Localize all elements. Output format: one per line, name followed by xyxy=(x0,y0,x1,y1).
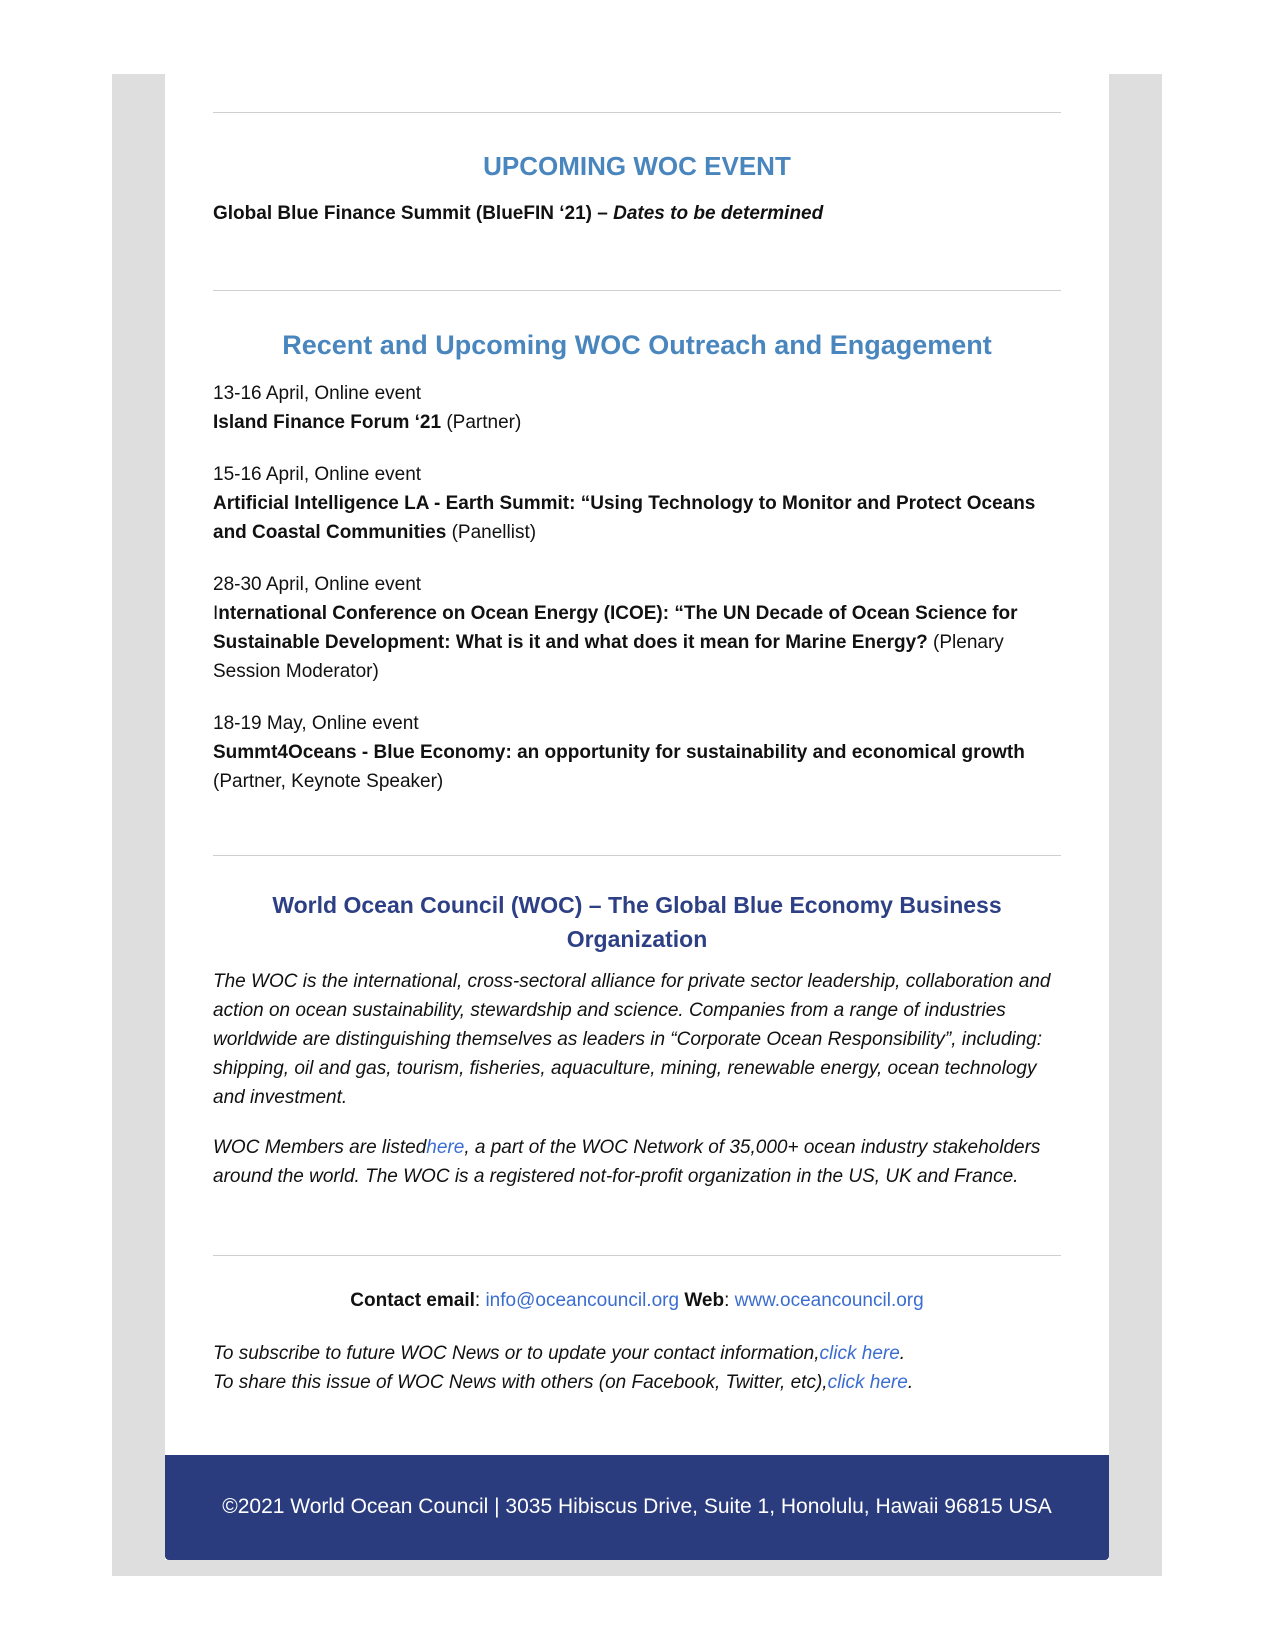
outreach-event-3 xyxy=(213,570,1061,686)
event-details xyxy=(213,599,1061,686)
event-role: (Panellist) xyxy=(446,522,537,543)
web-label: Web xyxy=(684,1290,725,1311)
about-heading: World Ocean Council (WOC) – The Global Blue Economy Business Organization xyxy=(272,892,1002,952)
upcoming-event-dates: Dates to be determined xyxy=(613,203,824,224)
event-details xyxy=(213,489,1061,547)
upcoming-event-name: Global Blue Finance Summit (BlueFIN ‘21) – xyxy=(213,203,608,224)
outreach-event-2 xyxy=(213,460,1061,547)
section-divider xyxy=(213,855,1061,856)
section-divider xyxy=(213,290,1061,291)
members-link[interactable]: here xyxy=(426,1137,465,1158)
contact-email-label: Contact email xyxy=(350,1290,475,1311)
event-title-prefix: I xyxy=(213,603,219,624)
event-role: (Partner, Keynote Speaker) xyxy=(213,771,444,792)
members-text-after: , a part of the WOC Network of 35,000+ ocean industry stakeholders around the world. The WOC is a registered not-for-profit organization in the US, UK and France. xyxy=(213,1137,1041,1187)
share-link[interactable]: click here xyxy=(827,1372,908,1393)
section-divider xyxy=(213,1255,1061,1256)
website-link[interactable]: www.oceancouncil.org xyxy=(734,1290,924,1311)
upcoming-event-line xyxy=(213,199,1061,228)
share-line: To share this issue of WOC News with others (on Facebook, Twitter, etc),click here. xyxy=(213,1372,914,1393)
subscribe-link[interactable]: click here xyxy=(819,1343,900,1364)
event-title: Island Finance Forum ‘21 xyxy=(213,412,442,433)
members-text: WOC Members are listed xyxy=(213,1137,427,1158)
event-role: (Partner) xyxy=(441,412,522,433)
event-title: Summt4Oceans - Blue Economy: an opportunity for sustainability and economical growth xyxy=(213,742,1025,763)
event-details xyxy=(213,738,1061,796)
event-title: Artificial Intelligence LA - Earth Summit: “Using Technology to Monitor and Protect Oceans and Coastal Communities xyxy=(213,493,1036,543)
outreach-event-1 xyxy=(213,379,1061,437)
outreach-event-4 xyxy=(213,709,1061,796)
contact-line: Contact email: info@oceancouncil.org Web: www.oceancouncil.org xyxy=(350,1290,924,1311)
event-details xyxy=(213,408,1061,437)
about-paragraph-2 xyxy=(213,1133,1061,1191)
subscribe-line: To subscribe to future WOC News or to update your contact information,click here. xyxy=(213,1343,906,1364)
section-divider xyxy=(213,112,1061,113)
footer-address: ©2021 World Ocean Council | 3035 Hibiscus Drive, Suite 1, Honolulu, Hawaii 96815 USA xyxy=(222,1495,1052,1518)
subscribe-text: To subscribe to future WOC News or to update your contact information, xyxy=(213,1343,820,1364)
share-text: To share this issue of WOC News with others (on Facebook, Twitter, etc), xyxy=(213,1372,828,1393)
event-date: 28-30 April, Online event xyxy=(213,574,422,595)
outreach-heading: Recent and Upcoming WOC Outreach and Engagement xyxy=(282,330,992,360)
contact-email-link[interactable]: info@oceancouncil.org xyxy=(485,1290,680,1311)
event-date: 13-16 April, Online event xyxy=(213,383,422,404)
event-date: 15-16 April, Online event xyxy=(213,464,422,485)
about-paragraph-1: The WOC is the international, cross-sectoral alliance for private sector leadership, collaboration and action on ocean sustainability, stewardship and science. Companies from a range of industries worldwide are distinguishing themselves as leaders in “Corporate Ocean Responsibility”, including: shipping, oil and gas, tourism, fisheries, aquaculture, mining, renewable energy, ocean technology and investment. xyxy=(213,971,1051,1108)
event-title: nternational Conference on Ocean Energy (ICOE): “The UN Decade of Ocean Science for Sustainable Development: What is it and what does it mean for Marine Energy? xyxy=(213,603,1018,653)
event-role: (Plenary Session Moderator) xyxy=(213,632,1004,682)
upcoming-event-heading: UPCOMING WOC EVENT xyxy=(483,151,791,181)
newsletter-card xyxy=(165,74,1109,1560)
event-date: 18-19 May, Online event xyxy=(213,713,419,734)
footer xyxy=(165,1455,1109,1560)
